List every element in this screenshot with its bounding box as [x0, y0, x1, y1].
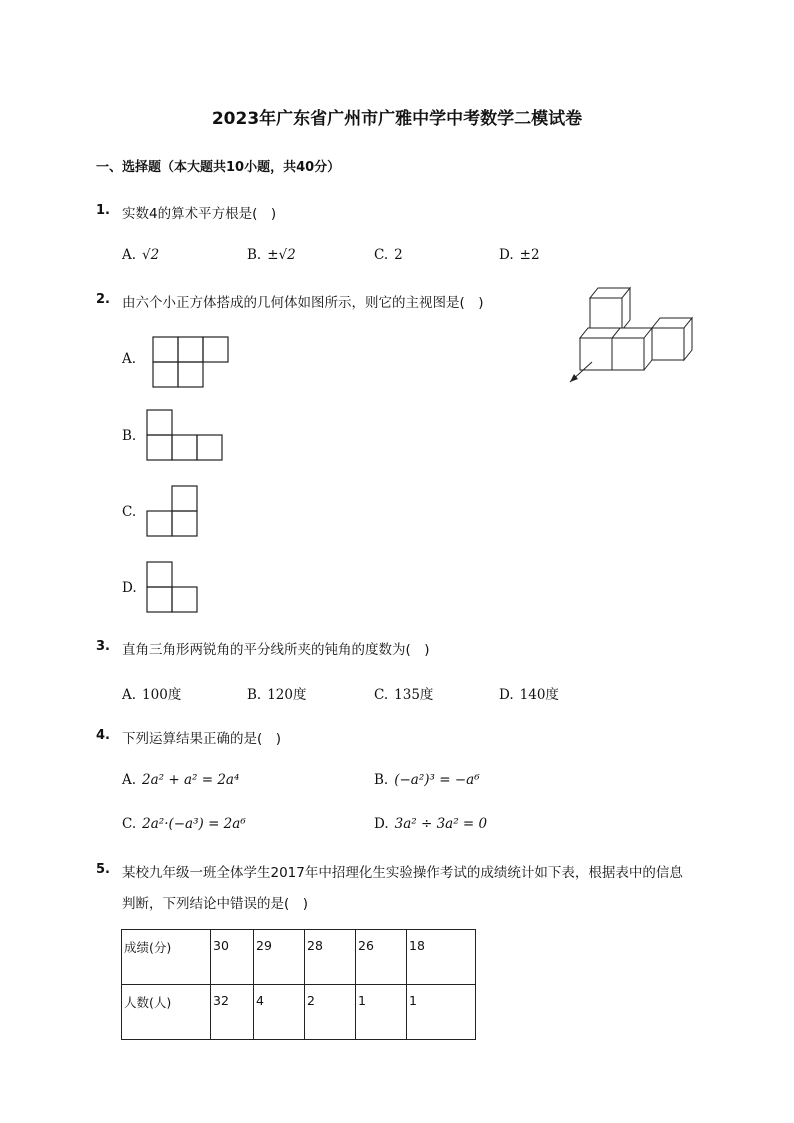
option-value: (−a²)³ = −a⁶ — [394, 772, 480, 788]
option-label: D. — [499, 247, 514, 263]
option-c — [122, 816, 246, 832]
table-cell: 1 — [356, 985, 407, 1040]
cube-figure — [566, 284, 698, 388]
table-cell: 32 — [211, 985, 254, 1040]
option-label: A. — [122, 772, 137, 788]
question-number: 3. — [96, 639, 110, 654]
option-c — [374, 683, 433, 703]
question-text-continued: 判断，下列结论中错误的是( ) — [122, 896, 309, 912]
option-label-c: C. — [122, 504, 137, 520]
option-label-b: B. — [122, 428, 137, 444]
table-cell: 1 — [407, 985, 476, 1040]
question-number: 5. — [96, 862, 110, 877]
option-label-d: D. — [122, 580, 137, 596]
table-row — [122, 985, 476, 1040]
question-text: 某校九年级一班全体学生2017年中招理化生实验操作考试的成绩统计如下表，根据表中的信息 — [122, 865, 683, 881]
option-label-a: A. — [122, 351, 137, 367]
option-d — [374, 816, 487, 832]
table-cell: 成绩(分) — [122, 930, 211, 985]
option-label: A. — [122, 687, 137, 703]
question-text: 实数4的算术平方根是( ) — [122, 206, 277, 222]
table-row — [122, 930, 476, 985]
question-number: 1. — [96, 203, 110, 218]
option-value: 3a² ÷ 3a² = 0 — [394, 816, 488, 832]
option-value: √2 — [142, 247, 160, 263]
option-c-figure — [146, 485, 200, 537]
option-d — [499, 683, 559, 703]
option-label: C. — [374, 687, 389, 703]
option-b — [247, 247, 296, 263]
option-value: 2a² + a² = 2a⁴ — [142, 772, 240, 788]
option-label: B. — [374, 772, 389, 788]
option-value: 100度 — [142, 687, 182, 703]
table-cell: 28 — [305, 930, 356, 985]
option-value: ±2 — [519, 247, 540, 263]
table-cell: 4 — [254, 985, 305, 1040]
option-value: 120度 — [267, 687, 307, 703]
option-d-figure — [146, 561, 200, 613]
table-cell: 30 — [211, 930, 254, 985]
option-label: C. — [374, 247, 389, 263]
option-label: A. — [122, 247, 137, 263]
table-cell: 18 — [407, 930, 476, 985]
option-a — [122, 247, 159, 263]
option-label: B. — [247, 247, 262, 263]
option-value: 2 — [394, 247, 403, 263]
question-text: 直角三角形两锐角的平分线所夹的钝角的度数为( ) — [122, 642, 430, 658]
option-d — [499, 247, 540, 263]
question-number: 2. — [96, 292, 110, 307]
option-b — [247, 683, 307, 703]
option-a — [122, 683, 181, 703]
option-label: B. — [247, 687, 262, 703]
question-number: 4. — [96, 728, 110, 743]
section-heading: 一、选择题（本大题共10小题，共40分） — [96, 160, 341, 175]
option-a — [122, 772, 239, 788]
table-cell: 人数(人) — [122, 985, 211, 1040]
table-cell: 26 — [356, 930, 407, 985]
option-value: 140度 — [519, 687, 559, 703]
score-table — [121, 929, 476, 1040]
question-text: 由六个小正方体搭成的几何体如图所示，则它的主视图是( ) — [122, 295, 484, 311]
page-title: 2023年广东省广州市广雅中学中考数学二模试卷 — [211, 109, 583, 129]
option-value: ±√2 — [267, 247, 296, 263]
option-b — [374, 772, 480, 788]
table-cell: 2 — [305, 985, 356, 1040]
option-c — [374, 247, 403, 263]
option-b-figure — [146, 409, 224, 461]
option-label: C. — [122, 816, 137, 832]
option-value: 135度 — [394, 687, 434, 703]
question-text: 下列运算结果正确的是( ) — [122, 731, 282, 747]
option-value: 2a²·(−a³) = 2a⁶ — [142, 816, 246, 832]
option-label: D. — [374, 816, 389, 832]
option-a-figure — [152, 336, 230, 388]
table-cell: 29 — [254, 930, 305, 985]
option-label: D. — [499, 687, 514, 703]
